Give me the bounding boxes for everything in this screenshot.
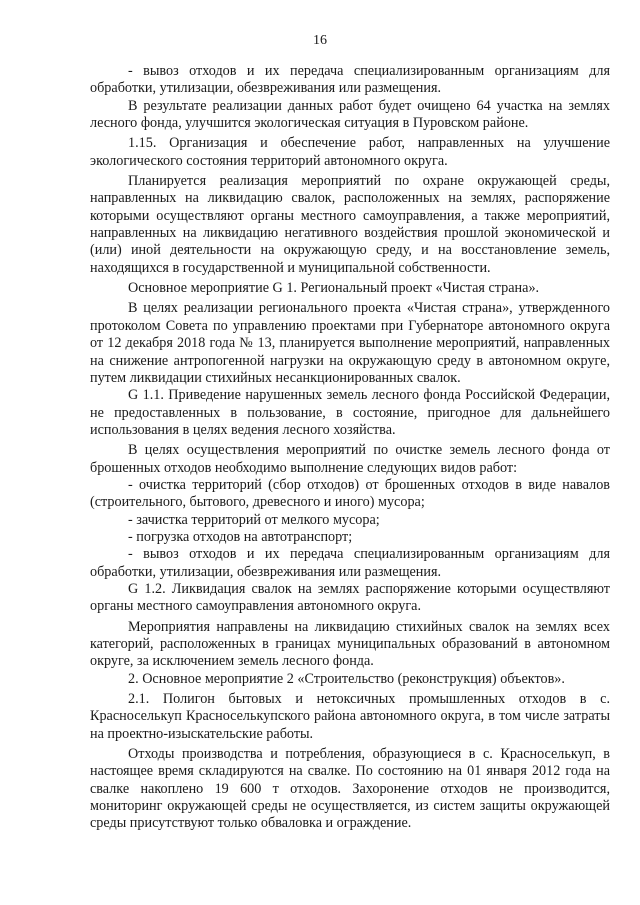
paragraph-clean-country-project: В целях реализации регионального проекта «Чистая страна», утвержденного протоколом Совета по управлению проектами при Губернаторе автономного округа от 12 декабря 2018 года № 13, планируется выполнение мероприятий, направленных на снижение антропогенной нагрузки на окружающую среду в автономном округе, путем ликвидации стихийных несанкционированных свалок. (90, 300, 610, 386)
list-item-removal: - вывоз отходов и их передача специализированным организациям для обработки, утилизации, обезвреживания или размещения. (90, 546, 610, 580)
paragraph-section-2-1: 2.1. Полигон бытовых и нетоксичных промышленных отходов в с. Красноселькуп Красноселькупского района автономного округа, в том числе затраты на проектно-изыскательские работы. (90, 691, 610, 742)
paragraph-works-needed: В целях осуществления мероприятий по очистке земель лесного фонда от брошенных отходов необходимо выполнение следующих видов работ: (90, 442, 610, 476)
list-item-small-debris: - зачистка территорий от мелкого мусора; (128, 511, 380, 528)
list-item-cleanup: - очистка территорий (сбор отходов) от брошенных отходов в виде навалов (строительного, бытового, древесного и иного) мусора; (90, 476, 610, 511)
list-item-loading: - погрузка отходов на автотранспорт; (128, 528, 353, 545)
paragraph-section-1-15: 1.15. Организация и обеспечение работ, направленных на улучшение экологического состояния территорий автономного округа. (90, 135, 610, 169)
paragraph-g1-1: G 1.1. Приведение нарушенных земель лесного фонда Российской Федерации, не предоставленных в пользование, в состояние, пригодное для дальнейшего использования в целях ведения лесного хозяйства. (90, 387, 610, 438)
paragraph-main-measure-g1: Основное мероприятие G 1. Региональный проект «Чистая страна». (128, 280, 540, 297)
document-body (90, 63, 610, 833)
paragraph-waste-krasnoselkup: Отходы производства и потребления, образующиеся в с. Красноселькуп, в настоящее время складируются на свалке. По состоянию на 01 января 2012 года на свалке накоплено 19 600 т отходов. Захоронение отходов не производится, мониторинг окружающей среды не осуществляется, из систем защиты окружающей среды присутствуют только обваловка и ограждение. (90, 746, 610, 832)
paragraph-main-measure-2: 2. Основное мероприятие 2 «Строительство (реконструкция) объектов». (128, 670, 565, 687)
page-number: 16 (313, 33, 327, 48)
paragraph-measures-directed: Мероприятия направлены на ликвидацию стихийных свалок на землях всех категорий, расположенных в границах муниципальных образований в автономном округе, за исключением земель лесного фонда. (90, 618, 610, 670)
paragraph-g1-2: G 1.2. Ликвидация свалок на землях распоряжение которыми осуществляют органы местного самоуправления автономного округа. (90, 580, 610, 615)
paragraph-result: В результате реализации данных работ будет очищено 64 участка на землях лесного фонда, улучшится экологическая ситуация в Пуровском районе. (90, 97, 610, 132)
paragraph-planned-measures: Планируется реализация мероприятий по охране окружающей среды, направленных на ликвидацию свалок, расположенных на землях, распоряжение которыми осуществляют органы местного самоуправления, а также мероприятий, направленных на ликвидацию негативного воздействия прошлой экономической и (или) иной деятельности на окружающую среду, и на восстановление земель, находящихся в государственной и муниципальной собственности. (90, 173, 610, 276)
paragraph-waste-removal: - вывоз отходов и их передача специализированным организациям для обработки, утилизации, обезвреживания или размещения. (90, 63, 610, 97)
